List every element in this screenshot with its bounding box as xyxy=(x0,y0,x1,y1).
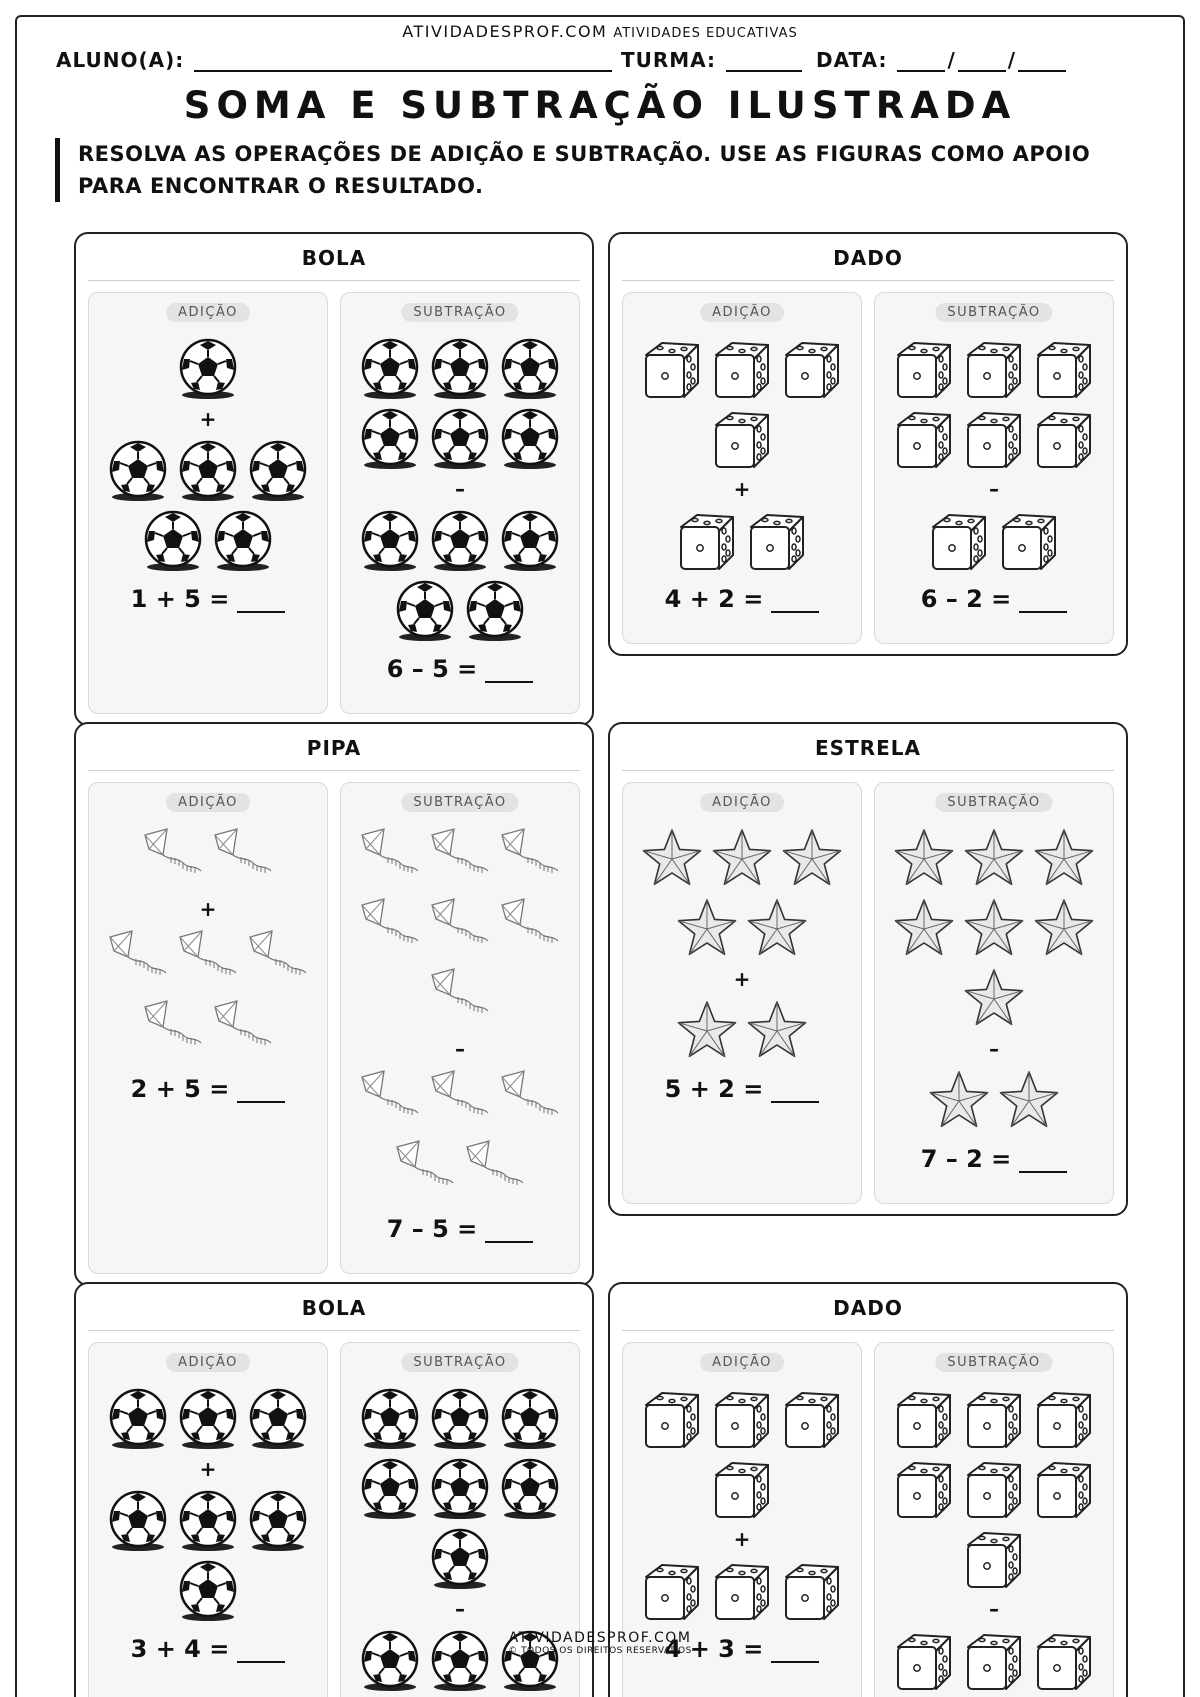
picture-row xyxy=(623,407,861,471)
soccer-ball-icon xyxy=(176,1559,240,1623)
die-icon xyxy=(962,337,1026,401)
soccer-ball-icon xyxy=(498,1387,562,1451)
minus-sign: – xyxy=(989,1037,999,1061)
die-icon xyxy=(892,337,956,401)
subtraction-panel xyxy=(874,782,1114,1204)
student-name-field[interactable] xyxy=(56,48,612,72)
die-icon xyxy=(1032,1387,1096,1451)
soccer-ball-icon xyxy=(428,1527,492,1591)
equation xyxy=(623,585,861,613)
equation-text: 7 – 2 = xyxy=(920,1145,1012,1173)
picture-row xyxy=(341,1527,579,1591)
addition-label: ADIÇÃO xyxy=(700,793,784,812)
site-header xyxy=(0,22,1200,41)
picture-row xyxy=(341,1139,579,1203)
picture-row xyxy=(623,337,861,401)
exercise-card-pipa xyxy=(74,722,594,1286)
picture-row xyxy=(89,1489,327,1553)
equation-text: 4 + 2 = xyxy=(664,585,764,613)
subtraction-panel xyxy=(874,292,1114,644)
card-divider xyxy=(622,280,1114,281)
die-icon xyxy=(710,407,774,471)
student-name-line[interactable] xyxy=(194,50,612,72)
star-icon xyxy=(745,897,809,961)
kite-icon xyxy=(428,1069,492,1133)
soccer-ball-icon xyxy=(358,337,422,401)
subtraction-label: SUBTRAÇÃO xyxy=(935,793,1052,812)
date-line[interactable]: / / xyxy=(897,48,1066,72)
die-icon xyxy=(780,1559,844,1623)
soccer-ball-icon xyxy=(358,1457,422,1521)
star-icon xyxy=(675,999,739,1063)
addition-panel xyxy=(88,292,328,714)
kite-icon xyxy=(393,1139,457,1203)
soccer-ball-icon xyxy=(498,1457,562,1521)
site-tagline: ATIVIDADES EDUCATIVAS xyxy=(613,26,798,41)
card-divider xyxy=(88,280,580,281)
class-field[interactable] xyxy=(621,48,802,72)
picture-row xyxy=(89,337,327,401)
die-icon xyxy=(710,337,774,401)
star-icon xyxy=(892,897,956,961)
answer-blank[interactable] xyxy=(771,589,819,613)
footer-rights: © TODOS OS DIREITOS RESERVADOS xyxy=(508,1646,692,1656)
picture-row xyxy=(623,1387,861,1451)
equation-text: 4 + 3 = xyxy=(664,1635,764,1663)
star-icon xyxy=(745,999,809,1063)
class-line[interactable] xyxy=(726,50,802,72)
soccer-ball-icon xyxy=(176,1489,240,1553)
picture-row xyxy=(341,897,579,961)
addition-panel xyxy=(622,292,862,644)
star-icon xyxy=(962,827,1026,891)
kite-icon xyxy=(498,827,562,891)
kite-icon xyxy=(211,999,275,1063)
picture-row xyxy=(89,1559,327,1623)
picture-row xyxy=(341,509,579,573)
equation xyxy=(875,1145,1113,1173)
addition-label: ADIÇÃO xyxy=(700,303,784,322)
student-name-label: ALUNO(A): xyxy=(56,48,185,72)
addition-panel xyxy=(88,782,328,1274)
answer-blank[interactable] xyxy=(237,589,285,613)
student-fields xyxy=(56,48,1150,78)
answer-blank[interactable] xyxy=(1019,1149,1067,1173)
picture-row xyxy=(341,1387,579,1451)
soccer-ball-icon xyxy=(176,439,240,503)
subtraction-panel xyxy=(340,292,580,714)
equation-text: 1 + 5 = xyxy=(130,585,230,613)
plus-sign: + xyxy=(199,1457,217,1481)
equation-text: 2 + 5 = xyxy=(130,1075,230,1103)
minus-sign: – xyxy=(989,1597,999,1621)
picture-row xyxy=(89,929,327,993)
picture-row xyxy=(623,509,861,573)
class-label: TURMA: xyxy=(621,48,717,72)
die-icon xyxy=(780,337,844,401)
die-icon xyxy=(780,1387,844,1451)
die-icon xyxy=(892,1457,956,1521)
kite-icon xyxy=(106,929,170,993)
star-icon xyxy=(962,967,1026,1031)
kite-icon xyxy=(141,827,205,891)
star-icon xyxy=(1032,827,1096,891)
kite-icon xyxy=(211,827,275,891)
picture-row xyxy=(875,1457,1113,1521)
kite-icon xyxy=(463,1139,527,1203)
equation xyxy=(341,1215,579,1243)
plus-sign: + xyxy=(733,477,751,501)
plus-sign: + xyxy=(733,1527,751,1551)
kite-icon xyxy=(358,1069,422,1133)
picture-row xyxy=(341,967,579,1031)
date-label: DATA: xyxy=(816,48,888,72)
star-icon xyxy=(892,827,956,891)
die-icon xyxy=(1032,407,1096,471)
equation-text: 5 + 2 = xyxy=(664,1075,764,1103)
minus-sign: – xyxy=(455,1597,465,1621)
equation xyxy=(623,1075,861,1103)
kite-icon xyxy=(141,999,205,1063)
soccer-ball-icon xyxy=(463,579,527,643)
plus-sign: + xyxy=(733,967,751,991)
card-divider xyxy=(622,1330,1114,1331)
plus-sign: + xyxy=(199,407,217,431)
die-icon xyxy=(962,1527,1026,1591)
card-title: DADO xyxy=(833,1296,903,1320)
site-name: ATIVIDADESPROF.COM xyxy=(402,22,608,41)
die-icon xyxy=(745,509,809,573)
picture-row xyxy=(341,827,579,891)
die-icon xyxy=(962,407,1026,471)
picture-row xyxy=(875,967,1113,1031)
die-icon xyxy=(710,1559,774,1623)
soccer-ball-icon xyxy=(106,1489,170,1553)
card-title: ESTRELA xyxy=(815,736,921,760)
picture-row xyxy=(89,439,327,503)
soccer-ball-icon xyxy=(428,509,492,573)
equation xyxy=(341,655,579,683)
die-icon xyxy=(640,1387,704,1451)
addition-panel xyxy=(622,782,862,1204)
equation xyxy=(89,585,327,613)
picture-row xyxy=(623,897,861,961)
answer-blank[interactable] xyxy=(485,659,533,683)
picture-row xyxy=(341,337,579,401)
star-icon xyxy=(640,827,704,891)
soccer-ball-icon xyxy=(246,1489,310,1553)
equation xyxy=(875,585,1113,613)
subtraction-label: SUBTRAÇÃO xyxy=(401,793,518,812)
card-title: BOLA xyxy=(301,246,367,270)
picture-row xyxy=(623,1559,861,1623)
instructions: RESOLVA AS OPERAÇÕES DE ADIÇÃO E SUBTRAÇÃO. USE AS FIGURAS COMO APOIO PARA ENCONTRAR O RESULTADO. xyxy=(55,138,1115,202)
die-icon xyxy=(640,1559,704,1623)
soccer-ball-icon xyxy=(211,509,275,573)
kite-icon xyxy=(358,897,422,961)
picture-row xyxy=(623,999,861,1063)
die-icon xyxy=(927,509,991,573)
picture-row xyxy=(623,1457,861,1521)
die-icon xyxy=(1032,337,1096,401)
card-divider xyxy=(622,770,1114,771)
soccer-ball-icon xyxy=(428,1387,492,1451)
picture-row xyxy=(875,827,1113,891)
answer-blank[interactable] xyxy=(1019,589,1067,613)
answer-blank[interactable] xyxy=(237,1079,285,1103)
picture-row xyxy=(875,337,1113,401)
picture-row xyxy=(875,509,1113,573)
addition-label: ADIÇÃO xyxy=(166,793,250,812)
die-icon xyxy=(892,1387,956,1451)
picture-row xyxy=(623,827,861,891)
die-icon xyxy=(892,407,956,471)
soccer-ball-icon xyxy=(428,407,492,471)
star-icon xyxy=(927,1069,991,1133)
minus-sign: – xyxy=(455,477,465,501)
soccer-ball-icon xyxy=(176,337,240,401)
addition-label: ADIÇÃO xyxy=(166,1353,250,1372)
picture-row xyxy=(341,1457,579,1521)
subtraction-label: SUBTRAÇÃO xyxy=(935,1353,1052,1372)
kite-icon xyxy=(428,827,492,891)
star-icon xyxy=(1032,897,1096,961)
star-icon xyxy=(675,897,739,961)
exercise-card-dado xyxy=(608,232,1128,656)
kite-icon xyxy=(498,1069,562,1133)
die-icon xyxy=(710,1387,774,1451)
kite-icon xyxy=(428,897,492,961)
kite-icon xyxy=(176,929,240,993)
plus-sign: + xyxy=(199,897,217,921)
die-icon xyxy=(1032,1457,1096,1521)
equation-text: 6 – 5 = xyxy=(386,655,478,683)
picture-row xyxy=(875,1387,1113,1451)
picture-row xyxy=(89,827,327,891)
kite-icon xyxy=(358,827,422,891)
soccer-ball-icon xyxy=(176,1387,240,1451)
kite-icon xyxy=(498,897,562,961)
soccer-ball-icon xyxy=(246,1387,310,1451)
soccer-ball-icon xyxy=(428,1457,492,1521)
exercise-card-estrela xyxy=(608,722,1128,1216)
picture-row xyxy=(89,999,327,1063)
soccer-ball-icon xyxy=(393,579,457,643)
footer-site: ATIVIDADESPROF.COM xyxy=(508,1630,692,1646)
card-title: DADO xyxy=(833,246,903,270)
card-title: PIPA xyxy=(306,736,362,760)
kite-icon xyxy=(246,929,310,993)
die-icon xyxy=(962,1387,1026,1451)
subtraction-panel xyxy=(340,782,580,1274)
minus-sign: – xyxy=(455,1037,465,1061)
card-title: BOLA xyxy=(301,1296,367,1320)
soccer-ball-icon xyxy=(358,407,422,471)
soccer-ball-icon xyxy=(106,1387,170,1451)
soccer-ball-icon xyxy=(498,509,562,573)
minus-sign: – xyxy=(989,477,999,501)
addition-label: ADIÇÃO xyxy=(166,303,250,322)
kite-icon xyxy=(428,967,492,1031)
soccer-ball-icon xyxy=(498,337,562,401)
die-icon xyxy=(675,509,739,573)
subtraction-label: SUBTRAÇÃO xyxy=(401,1353,518,1372)
date-field[interactable] xyxy=(816,48,1066,72)
card-divider xyxy=(88,1330,580,1331)
picture-row xyxy=(341,1069,579,1133)
equation-text: 6 – 2 = xyxy=(920,585,1012,613)
die-icon xyxy=(997,509,1061,573)
soccer-ball-icon xyxy=(428,337,492,401)
soccer-ball-icon xyxy=(358,1387,422,1451)
die-icon xyxy=(640,337,704,401)
picture-row xyxy=(341,579,579,643)
subtraction-label: SUBTRAÇÃO xyxy=(935,303,1052,322)
addition-label: ADIÇÃO xyxy=(700,1353,784,1372)
die-icon xyxy=(962,1457,1026,1521)
star-icon xyxy=(997,1069,1061,1133)
card-divider xyxy=(88,770,580,771)
soccer-ball-icon xyxy=(141,509,205,573)
page-title: SOMA E SUBTRAÇÃO ILUSTRADA xyxy=(183,84,1017,127)
answer-blank[interactable] xyxy=(485,1219,533,1243)
equation xyxy=(89,1075,327,1103)
star-icon xyxy=(710,827,774,891)
picture-row xyxy=(875,407,1113,471)
picture-row xyxy=(875,897,1113,961)
exercise-card-bola xyxy=(74,232,594,726)
soccer-ball-icon xyxy=(498,407,562,471)
subtraction-label: SUBTRAÇÃO xyxy=(401,303,518,322)
footer xyxy=(0,1630,1200,1656)
equation-text: 7 – 5 = xyxy=(386,1215,478,1243)
soccer-ball-icon xyxy=(246,439,310,503)
soccer-ball-icon xyxy=(358,509,422,573)
picture-row xyxy=(875,1527,1113,1591)
picture-row xyxy=(89,509,327,573)
picture-row xyxy=(875,1069,1113,1133)
star-icon xyxy=(780,827,844,891)
picture-row xyxy=(341,407,579,471)
equation-text: 3 + 4 = xyxy=(130,1635,230,1663)
answer-blank[interactable] xyxy=(771,1079,819,1103)
star-icon xyxy=(962,897,1026,961)
soccer-ball-icon xyxy=(106,439,170,503)
die-icon xyxy=(710,1457,774,1521)
picture-row xyxy=(89,1387,327,1451)
